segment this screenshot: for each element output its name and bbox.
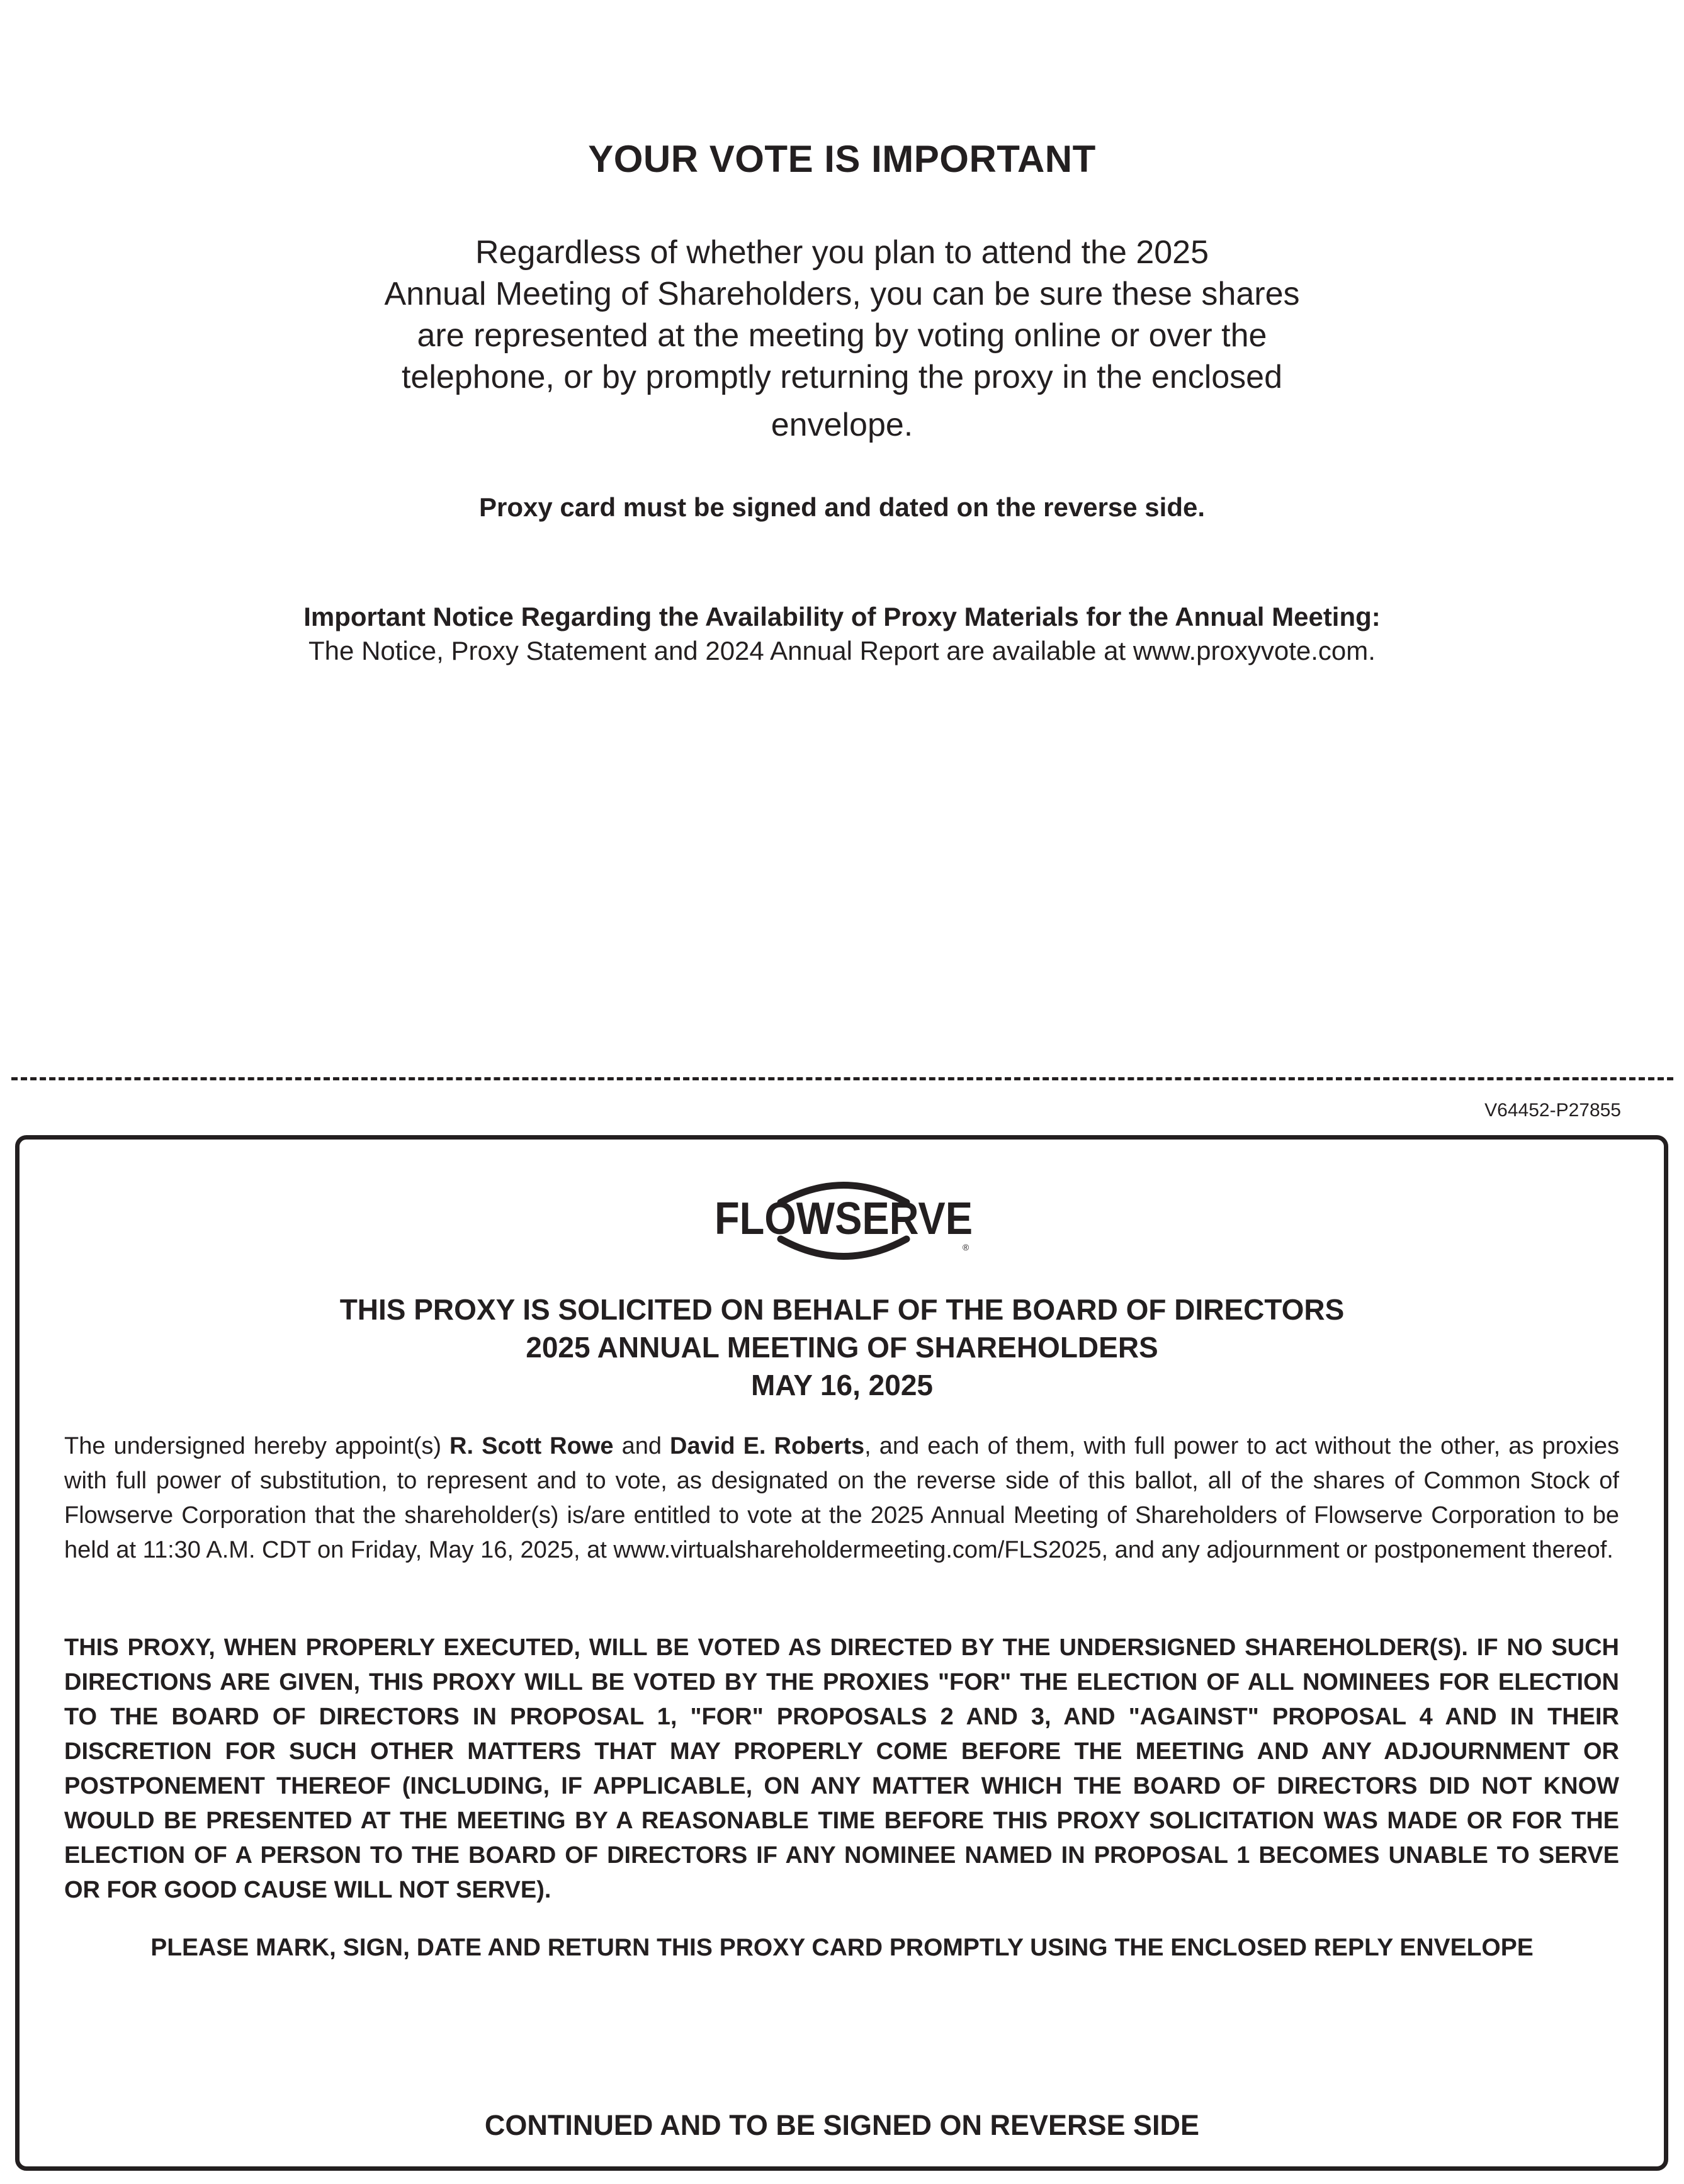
notice-text: The Notice, Proxy Statement and 2024 Annual Report are available at www.proxyvote.com. [308,636,1376,665]
continued-note: CONTINUED AND TO BE SIGNED ON REVERSE SIDE [484,2109,1200,2141]
card-title-line: THIS PROXY IS SOLICITED ON BEHALF OF THE BOARD OF DIRECTORS [339,1293,1345,1326]
appointment-paragraph [64,1429,1619,1568]
sign-note: Proxy card must be signed and dated on the reverse side. [478,492,1206,522]
notice-title: Important Notice Regarding the Availability of Proxy Materials for the Annual Meeting: [303,602,1381,631]
voting-directive-paragraph: THIS PROXY, WHEN PROPERLY EXECUTED, WILL BE VOTED AS DIRECTED BY THE UNDERSIGNED SHAREHOLDER(S). IF NO SUCH DIRECTIONS ARE GIVEN, THIS PROXY WILL BE VOTED BY THE PROXIES "FOR" THE ELECTION OF ALL NOMINEES FOR ELECTION TO THE BOARD OF DIRECTORS IN PROPOSAL 1, "FOR" PROPOSALS 2 AND 3, AND "AGAINST" PROPOSAL 4 AND IN THEIR DISCRETION FOR SUCH OTHER MATTERS THAT MAY PROPERLY COME BEFORE THE MEETING AND ANY ADJOURNMENT OR POSTPONEMENT THEREOF (INCLUDING, IF APPLICABLE, ON ANY MATTER WHICH THE BOARD OF DIRECTORS DID NOT KNOW WOULD BE PRESENTED AT THE MEETING BY A REASONABLE TIME BEFORE THIS PROXY SOLICITATION WAS MADE OR FOR THE ELECTION OF A PERSON TO THE BOARD OF DIRECTORS IF ANY NOMINEE NAMED IN PROPOSAL 1 BECOMES UNABLE TO SERVE OR FOR GOOD CAUSE WILL NOT SERVE). [64,1634,1619,1903]
vote-line: Annual Meeting of Shareholders, you can be sure these shares [384,276,1300,312]
vote-line: Regardless of whether you plan to attend the 2025 [475,234,1209,271]
vote-line: are represented at the meeting by voting online or over the [417,317,1267,354]
return-instructions: PLEASE MARK, SIGN, DATE AND RETURN THIS PROXY CARD PROMPTLY USING THE ENCLOSED REPLY ENVELOPE [150,1934,1534,1961]
registered-mark: ® [962,1242,969,1252]
flowserve-logo [711,1171,976,1272]
appoint-text: , and each of them, with full power to act without the other, as proxies with full power of substitution, to represent and to vote, as designated on the reverse side of this ballot, all of the shares of Common Stock of Flowserve Corporation that the shareholder(s) is/are entitled to vote at the 2025 Annual Meeting of Shareholders of Flowserve Corporation to be held at 11:30 A.M. CDT on Friday, May 16, 2025, at www.virtualshareholdermeeting.com/FLS2025, and any adjournment or postponement thereof. [64,1433,1619,1563]
appoint-text: and [613,1433,670,1459]
card-title-line: MAY 16, 2025 [750,1369,933,1401]
vote-line: envelope. [771,407,913,443]
document-code: V64452-P27855 [1484,1100,1621,1121]
appoint-text: The undersigned hereby appoint(s) [64,1433,450,1459]
perforation-line [11,1077,1673,1080]
proxy-name: R. Scott Rowe [449,1433,614,1459]
vote-instructions [353,232,1331,446]
vote-heading: YOUR VOTE IS IMPORTANT [588,138,1096,180]
card-title-line: 2025 ANNUAL MEETING OF SHAREHOLDERS [526,1331,1158,1364]
vote-line: telephone, or by promptly returning the proxy in the enclosed [401,359,1283,395]
proxy-name: David E. Roberts [670,1433,865,1459]
logo-wordmark: FLOWSERVE [715,1194,973,1244]
